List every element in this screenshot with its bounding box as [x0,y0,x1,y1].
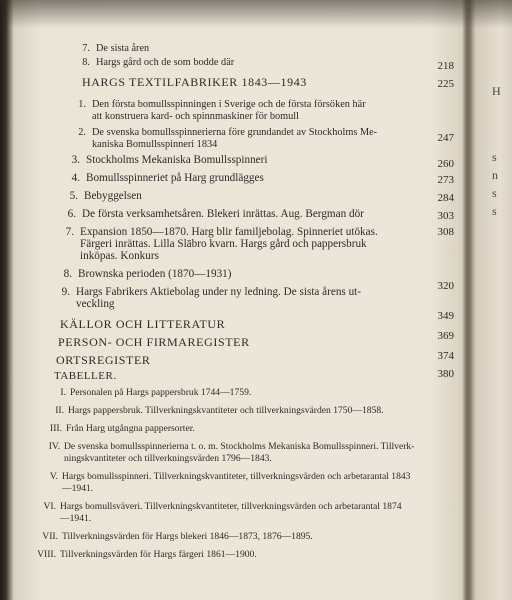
section-title: HARGS TEXTILFABRIKER 1843—1943 [82,75,307,89]
section-title: ORTSREGISTER [56,353,151,367]
entry-page: 273 [437,174,454,186]
table-number: VII. [42,531,58,542]
entry-number: 8. [82,57,90,68]
entry-title-cont: kaniska Bomullsspinneri 1834 [92,139,218,150]
entry-page: 303 [437,210,454,222]
entry-title: Hargs gård och de som bodde där [96,57,235,68]
entry-title: De sista åren [96,43,150,54]
entry-page: 369 [437,330,454,342]
table-title: Tillverkningsvärden för Hargs blekeri 1846—1873, 1876—1895. [62,531,313,542]
right-page-letter: s [492,150,497,164]
entry-number: 7. [82,43,90,54]
entry-number: 3. [71,154,80,166]
entry-number: 7. [65,226,74,238]
table-of-contents-page [22,28,454,588]
entry-page: 218 [437,60,454,72]
table-number: III. [50,423,62,434]
section-title: PERSON- OCH FIRMAREGISTER [58,335,250,349]
table-number: V. [49,471,58,482]
top-shadow [0,0,512,28]
entry-page: 260 [437,158,454,170]
entry-title-cont: att konstruera kard- och spinnmaskiner för bomull [92,111,300,122]
entry-title: De första verksamhetsåren. Blekeri inrättas. Aug. Bergman dör [82,208,364,220]
entry-page: 374 [437,350,454,362]
entry-page: 247 [437,132,454,144]
entry-number: 9. [61,286,70,298]
entry-page: 308 [437,226,454,238]
entry-title: De svenska bomullsspinnerierna före grundandet av Stockholms Me- [92,127,378,138]
entry-number: 4. [71,172,80,184]
entry-title-cont: veckling [76,298,115,310]
entry-title: Bomullsspinneriet på Harg grundlägges [86,172,264,184]
entry-title-cont: inköpas. Konkurs [80,250,159,262]
entry-page: 380 [437,368,454,380]
right-page-letter: s [492,204,497,218]
entry-title: Hargs Fabrikers Aktiebolag under ny ledning. De sista årens ut- [76,286,362,298]
entry-title: Bebyggelsen [84,190,142,202]
table-title: De svenska bomullsspinnerierna t. o. m. Stockholms Mekaniska Bomullsspinneri. Tillverk- [64,441,415,452]
entry-page: 284 [437,192,454,204]
entry-number: 8. [63,268,72,280]
right-page-letter: H [492,84,501,98]
entry-title: Stockholms Mekaniska Bomullsspinneri [86,154,268,166]
table-title: Hargs pappersbruk. Tillverkningskvantiteter och tillverkningsvärden 1750—1858. [68,405,384,416]
entry-number: 6. [67,208,76,220]
entry-title-cont: Färgeri inrättas. Lilla Slābro kvarn. Hargs gård och pappersbruk [80,238,367,250]
table-title: Hargs bomullsspinneri. Tillverkningskvantiteter, tillverkningsvärden och arbetarantal 1843 [62,471,411,482]
entry-page: 349 [437,310,454,322]
entry-title: Den första bomullsspinningen i Sverige och de första försöken här [92,99,366,110]
table-number: IV. [48,441,60,452]
table-title-cont: —1941. [60,513,92,524]
table-title-cont: —1941. [62,483,94,494]
book-spine [462,0,472,600]
section-title: KÄLLOR OCH LITTERATUR [60,317,226,331]
table-title: Hargs bomullsväveri. Tillverkningskvantiteter, tillverkningsvärden och arbetarantal 1874 [60,501,402,512]
table-number: I. [60,387,66,398]
entry-title: Expansion 1850—1870. Harg blir familjebolag. Spinneriet utökas. [80,226,378,238]
entry-number: 2. [78,127,86,138]
right-page-letter: s [492,186,497,200]
table-title: Personalen på Hargs pappersbruk 1744—1759. [70,387,252,398]
table-title: Från Harg utgångna pappersorter. [66,423,195,434]
right-page-letter: n [492,168,498,182]
entry-page: 320 [437,280,454,292]
table-number: II. [55,405,64,416]
table-title-cont: ningskvantiteter och tillverkningsvärden 1796—1843. [64,453,272,464]
table-title: Tillverkningsvärden för Hargs färgeri 1861—1900. [60,549,257,560]
entry-number: 1. [78,99,86,110]
table-number: VIII. [37,549,56,560]
table-number: VI. [43,501,56,512]
entry-title: Brownska perioden (1870—1931) [78,268,232,280]
entry-page: 225 [437,78,454,90]
entry-number: 5. [69,190,78,202]
section-title: TABELLER. [54,370,117,382]
